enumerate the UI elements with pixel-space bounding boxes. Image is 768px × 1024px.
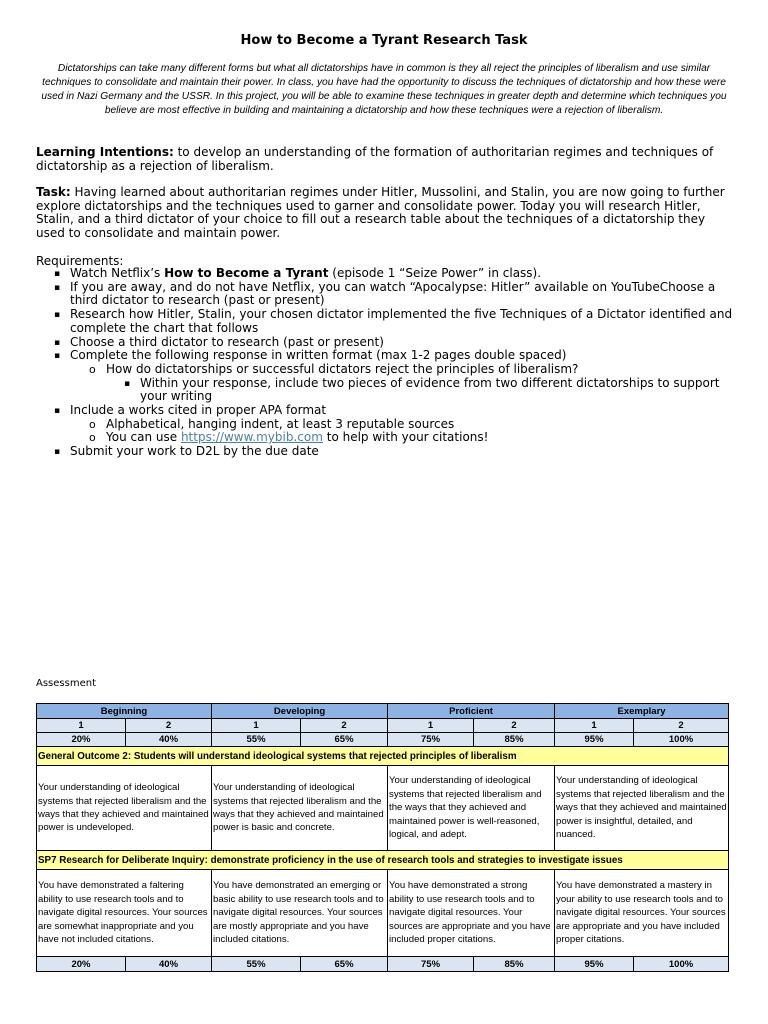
list-item <box>36 349 736 363</box>
percent-cell: 100% <box>634 957 729 972</box>
square-bullet-icon: ▪ <box>54 337 61 348</box>
percent-cell: 55% <box>212 733 301 747</box>
circle-bullet-icon: o <box>89 417 96 431</box>
sublevel-cell: 2 <box>634 719 729 733</box>
descriptor-cell: Your understanding of ideological systems that rejected liberalism and the ways that they achieved and maintained power is basic and concrete. <box>212 766 388 851</box>
list-item <box>36 431 736 445</box>
percent-cell: 65% <box>301 733 388 747</box>
learning-intentions <box>36 146 736 173</box>
rubric-sublevel-row <box>37 719 729 733</box>
list-item <box>36 267 736 281</box>
square-bullet-icon: ▪ <box>54 447 61 458</box>
descriptor-cell: You have demonstrated an emerging or basic ability to use research tools and to navigate digital resources. Your sources are mostly appropriate and you have included citations. <box>212 870 388 957</box>
req-text: Choose a third dictator to research (past or present) <box>70 334 384 349</box>
sublevel-cell: 2 <box>474 719 555 733</box>
list-item <box>36 418 736 432</box>
req-text: Submit your work to D2L by the due date <box>70 444 319 459</box>
descriptor-cell: Your understanding of ideological systems that rejected liberalism and the ways that they achieved and maintained power is well-reasoned, logical, and adept. <box>388 766 555 851</box>
rubric-level-row <box>37 704 729 719</box>
percent-cell: 65% <box>301 957 388 972</box>
rubric-percent-row <box>37 733 729 747</box>
list-item <box>36 308 736 335</box>
outcome-general-2: General Outcome 2: Students will understand ideological systems that rejected principles of liberalism <box>37 747 729 766</box>
learning-intentions-text: to develop an understanding of the formation of authoritarian regimes and techniques of dictatorship as a rejection of liberalism. <box>36 145 714 173</box>
sublevel-cell: 2 <box>126 719 212 733</box>
show-title: How to Become a Tyrant <box>164 266 329 280</box>
list-item <box>36 281 736 308</box>
req-text: Research how Hitler, Stalin, your chosen dictator implemented the five Techniques of a Dictator identified and complete the chart that follows <box>70 307 733 335</box>
outcome-sp7: SP7 Research for Deliberate Inquiry: demonstrate proficiency in the use of research tools and strategies to investigate issues <box>37 851 729 870</box>
square-bullet-icon: ▪ <box>54 351 61 362</box>
percent-cell: 55% <box>212 957 301 972</box>
descriptor-cell: Your understanding of ideological systems that rejected liberalism and the ways that they achieved and maintained power is insightful, detailed, and nuanced. <box>555 766 729 851</box>
square-bullet-icon: ▪ <box>54 310 61 321</box>
descriptor-cell: You have demonstrated a strong ability to use research tools and to navigate digital resources. Your sources are appropriate and you have included proper citations. <box>388 870 555 957</box>
level-developing: Developing <box>212 704 388 719</box>
list-item <box>36 445 736 459</box>
circle-bullet-icon: o <box>89 362 96 376</box>
square-bullet-icon: ▪ <box>54 406 61 417</box>
task-label: Task: <box>36 185 71 199</box>
percent-cell: 40% <box>126 733 212 747</box>
percent-cell: 85% <box>474 957 555 972</box>
task-text: Having learned about authoritarian regimes under Hitler, Mussolini, and Stalin, you are now going to further explore dictatorships and the techniques used to garner and consolidate power. Today you will research Hitler, Stalin, and a third dictator of your choice to fill out a research table about the techniques of a dictatorship they used to consolidate and maintain power. <box>36 185 725 241</box>
req-text: Watch Netflix’s <box>70 266 165 280</box>
req-text: Within your response, include two pieces of evidence from two different dictatorships to support your writing <box>140 375 720 404</box>
requirements-list <box>36 267 736 459</box>
task-paragraph <box>36 186 736 241</box>
square-bullet-icon: ▪ <box>54 269 61 279</box>
req-text: Alphabetical, hanging indent, at least 3 reputable sources <box>106 416 455 431</box>
sublevel-cell: 1 <box>555 719 634 733</box>
percent-cell: 75% <box>388 957 474 972</box>
assessment-label: Assessment <box>36 678 96 689</box>
outcome-row <box>37 851 729 870</box>
sublevel-cell: 2 <box>301 719 388 733</box>
req-text: Complete the following response in written format (max 1-2 pages double spaced) <box>70 348 567 363</box>
rubric-percent-footer-row <box>37 957 729 972</box>
square-bullet-icon: ▪ <box>124 378 131 389</box>
list-item <box>36 336 736 350</box>
list-item <box>36 377 736 404</box>
descriptor-cell: Your understanding of ideological systems that rejected liberalism and the ways that they achieved and maintained power is undeveloped. <box>37 766 212 851</box>
percent-cell: 100% <box>634 733 729 747</box>
descriptor-cell: You have demonstrated a faltering ability to use research tools and to navigate digital resources. Your sources are somewhat inappropriate and you have not included citations. <box>37 870 212 957</box>
level-exemplary: Exemplary <box>555 704 729 719</box>
req-text: to help with your citations! <box>322 430 489 445</box>
percent-cell: 20% <box>37 733 126 747</box>
list-item <box>36 404 736 418</box>
percent-cell: 40% <box>126 957 212 972</box>
req-text: You can use <box>106 430 181 445</box>
req-text: Include a works cited in proper APA format <box>70 403 327 418</box>
percent-cell: 75% <box>388 733 474 747</box>
sublevel-cell: 1 <box>388 719 474 733</box>
page-title: How to Become a Tyrant Research Task <box>240 33 528 48</box>
req-text: If you are away, and do not have Netflix, you can watch “Apocalypse: Hitler” available on YouTubeChoose a third dictator to research (past or present) <box>70 279 716 308</box>
intro-paragraph: Dictatorships can take many different forms but what all dictatorships have in common is they all reject the principles of liberalism and use similar techniques to consolidate and maintain their power. In class, you have had the opportunity to discuss the techniques of dictatorship and how these were used in Nazi Germany and the USSR. In this project, you will be able to examine these techniques in greater depth and determine which techniques you believe are most effective in building and maintaining a dictatorship and how these techniques were a rejection of liberalism. <box>41 63 727 116</box>
requirements-heading: Requirements: <box>36 254 124 268</box>
percent-cell: 95% <box>555 957 634 972</box>
list-item <box>36 363 736 377</box>
sublevel-cell: 1 <box>212 719 301 733</box>
level-proficient: Proficient <box>388 704 555 719</box>
learning-intentions-label: Learning Intentions: <box>36 145 174 159</box>
outcome-description-row <box>37 766 729 851</box>
percent-cell: 85% <box>474 733 555 747</box>
rubric-table <box>36 703 729 972</box>
req-text: (episode 1 “Seize Power” in class). <box>328 266 542 280</box>
mybib-link[interactable]: https://www.mybib.com <box>180 430 323 445</box>
sublevel-cell: 1 <box>37 719 126 733</box>
outcome-row <box>37 747 729 766</box>
outcome-description-row <box>37 870 729 957</box>
percent-cell: 20% <box>37 957 126 972</box>
percent-cell: 95% <box>555 733 634 747</box>
descriptor-cell: You have demonstrated a mastery in your ability to use research tools and to navigate digital resources. Your sources are appropriate and you have included proper citations. <box>555 870 729 957</box>
circle-bullet-icon: o <box>89 431 96 445</box>
req-text: How do dictatorships or successful dictators reject the principles of liberalism? <box>106 361 579 376</box>
square-bullet-icon: ▪ <box>54 282 61 293</box>
level-beginning: Beginning <box>37 704 212 719</box>
